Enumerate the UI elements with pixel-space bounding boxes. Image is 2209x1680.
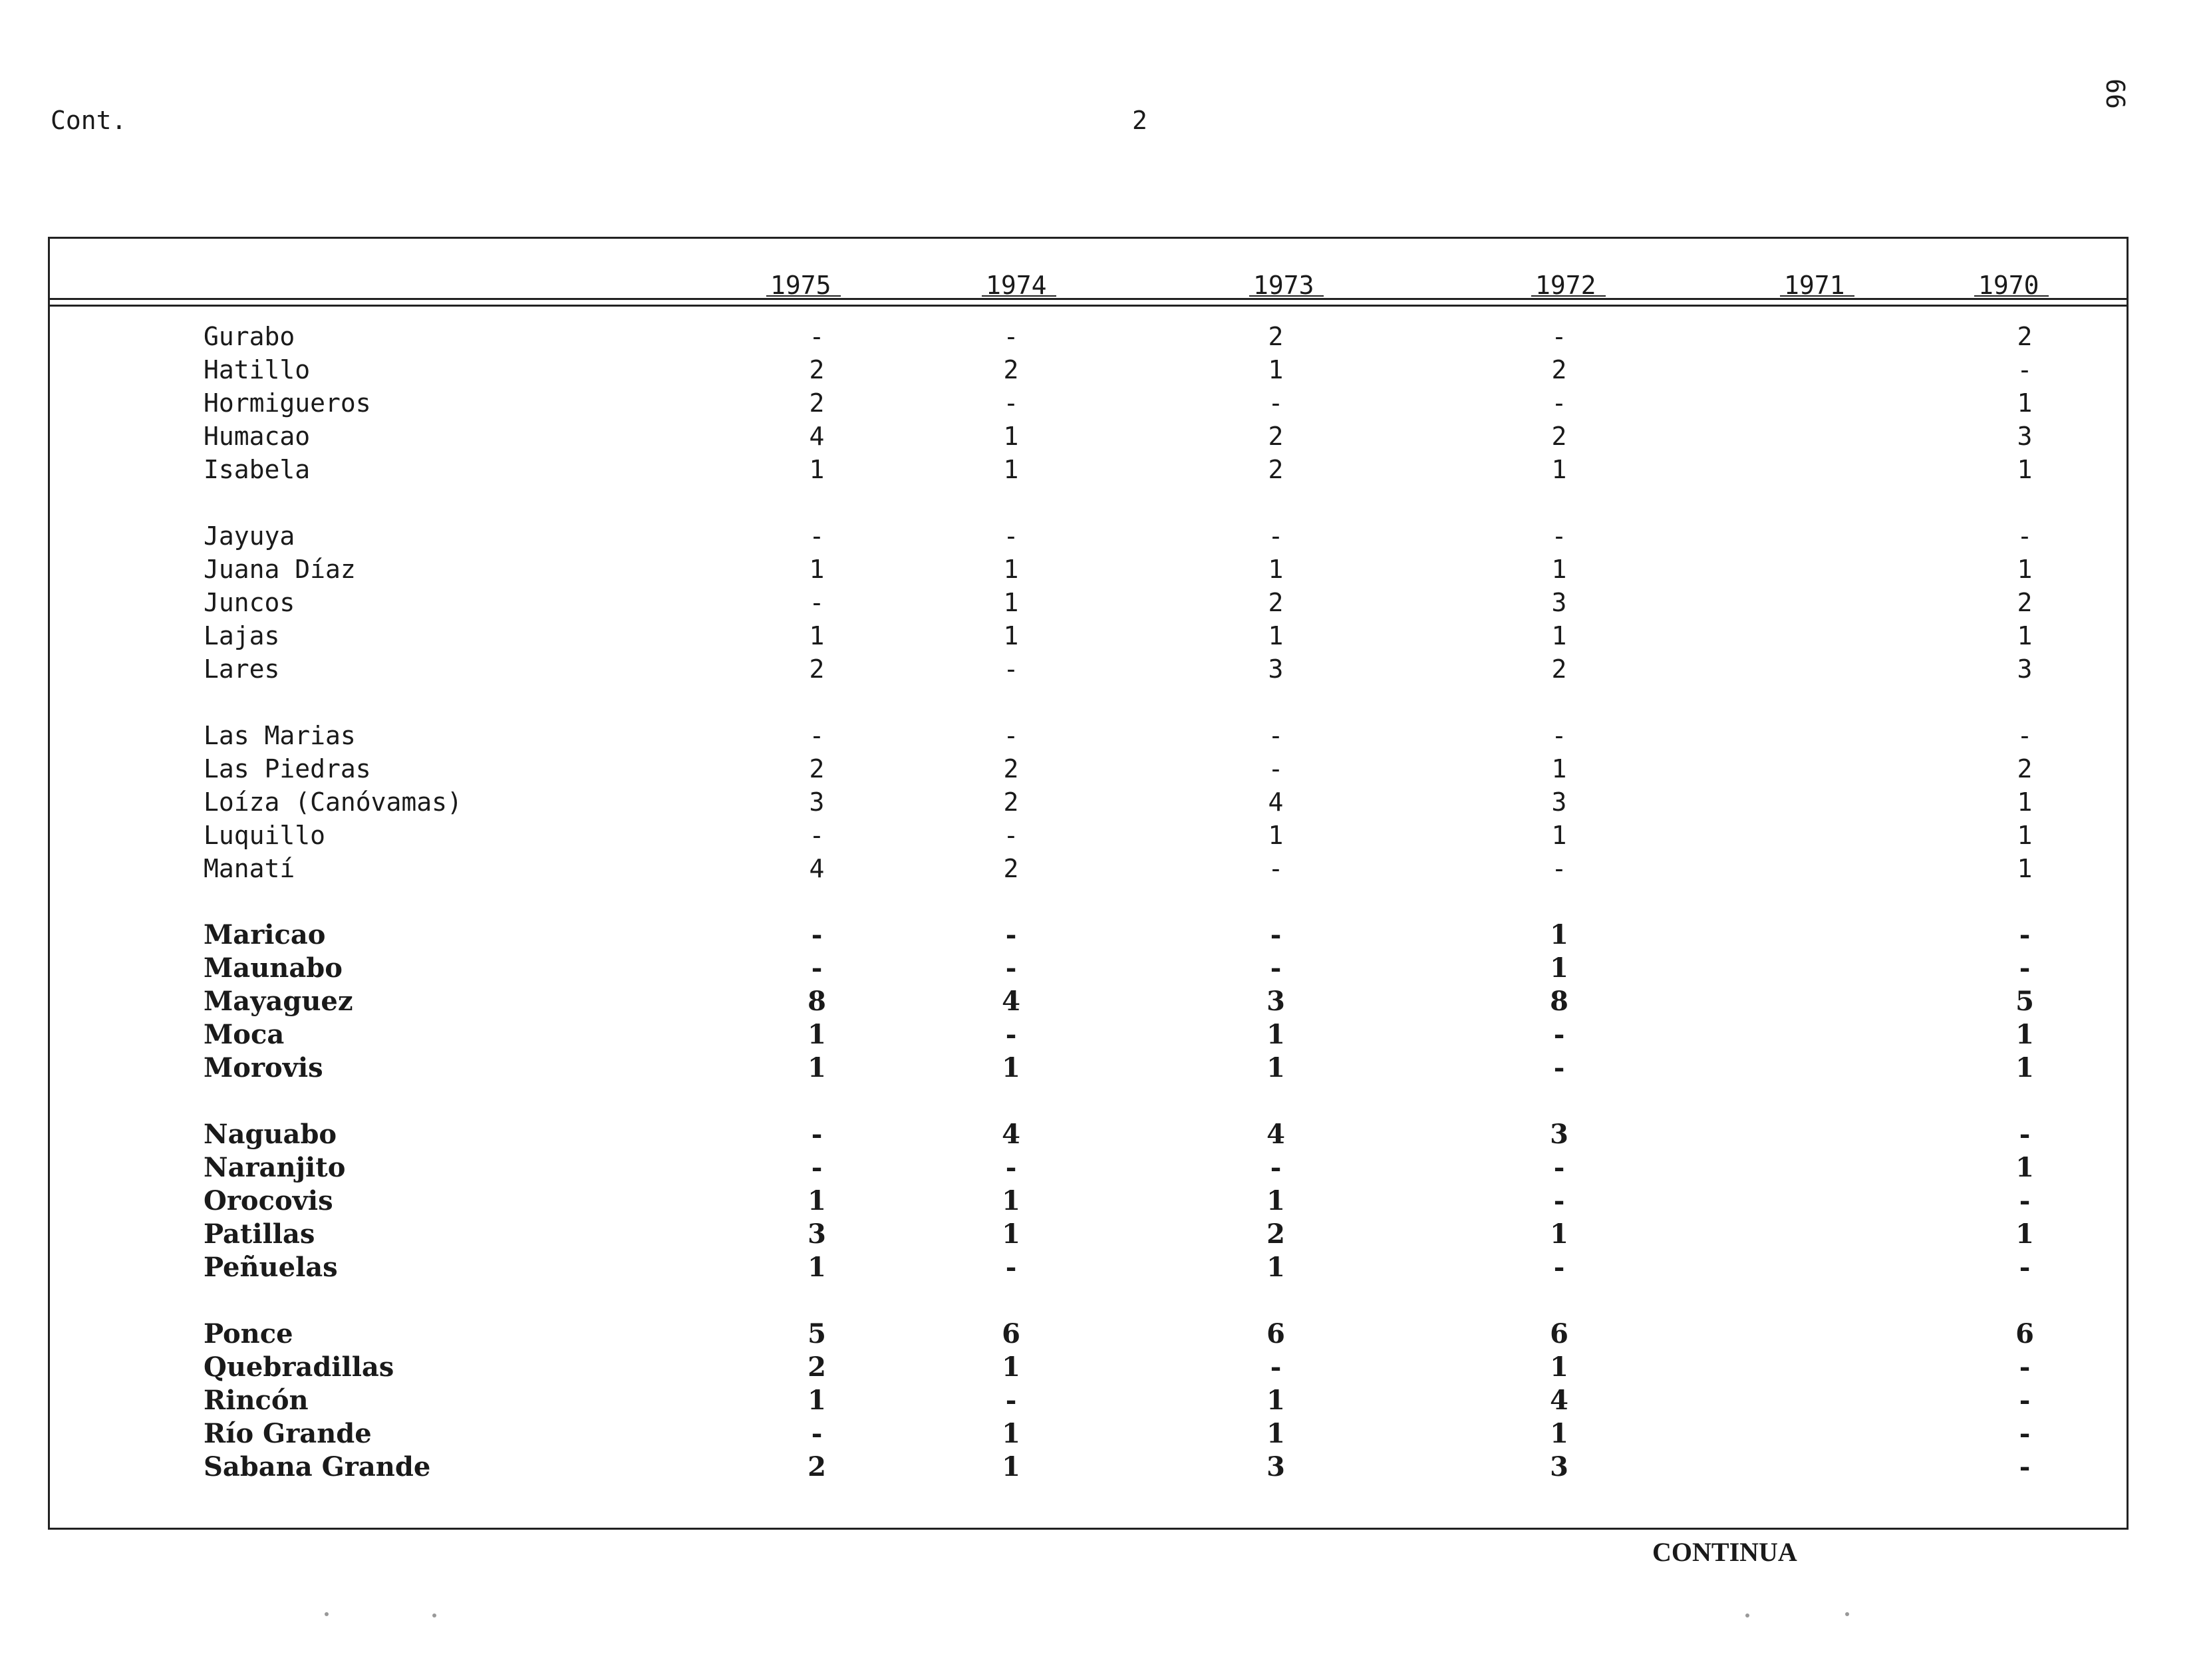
- table-cell: 1: [1550, 1351, 1568, 1383]
- table-cell: 3: [1550, 1119, 1568, 1150]
- table-row: [0, 1051, 2209, 1085]
- table-cell: 3: [1551, 787, 1567, 817]
- table-row: [0, 1018, 2209, 1051]
- table-cell: -: [1268, 854, 1284, 883]
- table-cell: 1: [1550, 1418, 1568, 1449]
- table-cell: 1: [2017, 621, 2033, 650]
- table-cell: 1: [2015, 1052, 2034, 1083]
- municipality-name: Juncos: [204, 588, 295, 617]
- table-cell: 3: [808, 1218, 826, 1250]
- table-row: [0, 819, 2209, 852]
- table-cell: 2: [1551, 654, 1567, 684]
- table-cell: -: [2019, 1451, 2031, 1482]
- table-cell: 1: [808, 1052, 826, 1083]
- municipality-name: Jayuya: [204, 521, 295, 551]
- table-cell: 4: [1002, 1119, 1020, 1150]
- municipality-name: Río Grande: [204, 1418, 372, 1449]
- table-cell: 3: [2017, 422, 2033, 451]
- table-cell: 1: [2017, 787, 2033, 817]
- municipality-name: Moca: [204, 1019, 285, 1050]
- municipality-name: Juana Díaz: [204, 555, 356, 584]
- table-cell: -: [1003, 654, 1019, 684]
- table-cell: 1: [2017, 388, 2033, 418]
- table-cell: -: [1553, 1019, 1565, 1050]
- table-cell: 1: [809, 621, 825, 650]
- table-cell: 1: [2017, 854, 2033, 883]
- table-cell: -: [1553, 1252, 1565, 1283]
- municipality-name: Hormigueros: [204, 388, 371, 418]
- table-row: [0, 719, 2209, 752]
- table-row: [0, 852, 2209, 885]
- table-cell: -: [1003, 388, 1019, 418]
- table-cell: -: [1268, 721, 1284, 750]
- table-cell: -: [2017, 721, 2033, 750]
- municipality-name: Morovis: [204, 1052, 323, 1083]
- table-cell: 1: [1003, 555, 1019, 584]
- table-cell: 1: [1268, 821, 1284, 850]
- table-cell: 1: [1002, 1052, 1020, 1083]
- table-cell: -: [2019, 1119, 2031, 1150]
- table-cell: -: [1551, 521, 1567, 551]
- table-cell: 3: [1551, 588, 1567, 617]
- table-cell: -: [811, 919, 823, 950]
- table-cell: 3: [2017, 654, 2033, 684]
- table-cell: 4: [1266, 1119, 1285, 1150]
- table-cell: 2: [809, 654, 825, 684]
- table-cell: -: [1005, 1019, 1017, 1050]
- table-row: [0, 918, 2209, 952]
- table-cell: 1: [1551, 821, 1567, 850]
- table-cell: 4: [1002, 986, 1020, 1017]
- table-cell: -: [809, 521, 825, 551]
- table-cell: -: [809, 721, 825, 750]
- table-cell: 4: [1550, 1385, 1568, 1416]
- table-cell: -: [1551, 388, 1567, 418]
- municipality-name: Maunabo: [204, 952, 343, 984]
- table-cell: 1: [1002, 1351, 1020, 1383]
- table-cell: 2: [1268, 422, 1284, 451]
- table-cell: 4: [809, 422, 825, 451]
- municipality-name: Hatillo: [204, 355, 311, 384]
- table-cell: 1: [808, 1385, 826, 1416]
- municipality-name: Humacao: [204, 422, 311, 451]
- municipality-name: Luquillo: [204, 821, 326, 850]
- table-row: [0, 353, 2209, 386]
- table-cell: -: [2019, 1185, 2031, 1216]
- table-cell: -: [1553, 1052, 1565, 1083]
- table-cell: 1: [1266, 1252, 1285, 1283]
- table-cell: 1: [1268, 355, 1284, 384]
- table-cell: 1: [2017, 455, 2033, 484]
- table-cell: 1: [808, 1185, 826, 1216]
- table-cell: 3: [1268, 654, 1284, 684]
- table-cell: 6: [2015, 1318, 2034, 1349]
- table-cell: -: [811, 1119, 823, 1150]
- table-cell: 6: [1002, 1318, 1020, 1349]
- table-cell: -: [1005, 1252, 1017, 1283]
- table-row: [0, 785, 2209, 819]
- table-cell: 8: [808, 986, 826, 1017]
- table-cell: 1: [809, 555, 825, 584]
- table-cell: 2: [809, 754, 825, 783]
- table-cell: 2: [1003, 787, 1019, 817]
- municipality-name: Sabana Grande: [204, 1451, 431, 1482]
- table-cell: -: [1270, 919, 1282, 950]
- table-cell: -: [1551, 721, 1567, 750]
- table-cell: 1: [1268, 555, 1284, 584]
- table-cell: 1: [1266, 1418, 1285, 1449]
- table-cell: -: [1005, 952, 1017, 984]
- table-cell: -: [1003, 521, 1019, 551]
- table-cell: -: [1551, 322, 1567, 351]
- table-cell: 1: [2015, 1019, 2034, 1050]
- table-cell: -: [2019, 1351, 2031, 1383]
- table-cell: -: [811, 1418, 823, 1449]
- table-cell: 2: [1268, 322, 1284, 351]
- table-cell: 2: [1003, 754, 1019, 783]
- table-cell: 1: [2017, 555, 2033, 584]
- table-cell: 1: [1550, 919, 1568, 950]
- table-cell: -: [1270, 1152, 1282, 1183]
- table-cell: -: [2017, 521, 2033, 551]
- page-number: 2: [1132, 106, 1147, 135]
- table-cell: 2: [1551, 422, 1567, 451]
- table-cell: 1: [808, 1019, 826, 1050]
- municipality-name: Loíza (Canóvamas): [204, 787, 462, 817]
- table-cell: 2: [809, 355, 825, 384]
- table-cell: 3: [1550, 1451, 1568, 1482]
- table-cell: 6: [1550, 1318, 1568, 1349]
- table-cell: 8: [1550, 986, 1568, 1017]
- table-row: [0, 1118, 2209, 1151]
- table-cell: 1: [1550, 952, 1568, 984]
- municipality-name: Naranjito: [204, 1152, 346, 1183]
- table-cell: -: [1551, 854, 1567, 883]
- table-cell: -: [1005, 1385, 1017, 1416]
- table-cell: 1: [1003, 588, 1019, 617]
- table-cell: -: [811, 1152, 823, 1183]
- paper-speck: [325, 1612, 329, 1616]
- table-row: [0, 586, 2209, 619]
- municipality-name: Las Piedras: [204, 754, 371, 783]
- municipality-name: Patillas: [204, 1218, 315, 1250]
- table-cell: 2: [808, 1351, 826, 1383]
- table-cell: 1: [1266, 1185, 1285, 1216]
- table-cell: 2: [808, 1451, 826, 1482]
- table-row: [0, 952, 2209, 985]
- table-cell: 1: [1002, 1218, 1020, 1250]
- table-row: [0, 386, 2209, 420]
- table-cell: 2: [2017, 322, 2033, 351]
- municipality-name: Gurabo: [204, 322, 295, 351]
- table-cell: 1: [1268, 621, 1284, 650]
- table-cell: 2: [1266, 1218, 1285, 1250]
- table-row: [0, 553, 2209, 586]
- table-cell: -: [1005, 919, 1017, 950]
- table-cell: -: [2019, 1385, 2031, 1416]
- continued-footer-label: CONTINUA: [1652, 1537, 1797, 1567]
- table-cell: 1: [1551, 455, 1567, 484]
- table-cell: -: [1003, 821, 1019, 850]
- table-cell: -: [809, 821, 825, 850]
- municipality-name: Quebradillas: [204, 1351, 394, 1383]
- table-cell: -: [1553, 1185, 1565, 1216]
- table-cell: 2: [1268, 455, 1284, 484]
- table-row: [0, 453, 2209, 486]
- table-cell: -: [1003, 721, 1019, 750]
- table-cell: -: [2017, 355, 2033, 384]
- table-row: [0, 1218, 2209, 1251]
- continuation-label: Cont.: [51, 106, 127, 135]
- table-cell: 2: [2017, 588, 2033, 617]
- table-cell: 4: [1268, 787, 1284, 817]
- table-cell: -: [809, 322, 825, 351]
- table-cell: -: [1268, 521, 1284, 551]
- table-cell: 5: [2015, 986, 2034, 1017]
- table-row: [0, 985, 2209, 1018]
- column-header-year: 1974: [986, 271, 1047, 300]
- table-cell: 3: [1266, 986, 1285, 1017]
- municipality-name: Ponce: [204, 1318, 293, 1349]
- folio-number: 66: [2100, 78, 2130, 109]
- municipality-name: Lares: [204, 654, 280, 684]
- municipality-name: Rincón: [204, 1385, 309, 1416]
- table-row: [0, 519, 2209, 553]
- table-cell: -: [2019, 1418, 2031, 1449]
- table-cell: 1: [1551, 555, 1567, 584]
- table-cell: -: [1005, 1152, 1017, 1183]
- table-row: [0, 1185, 2209, 1218]
- municipality-name: Manatí: [204, 854, 295, 883]
- table-cell: 1: [1003, 422, 1019, 451]
- table-cell: 1: [1266, 1385, 1285, 1416]
- column-header-year: 1973: [1253, 271, 1314, 300]
- table-cell: 2: [1268, 588, 1284, 617]
- table-cell: -: [1268, 754, 1284, 783]
- table-cell: 1: [2015, 1218, 2034, 1250]
- table-row: [0, 1251, 2209, 1284]
- table-cell: 1: [809, 455, 825, 484]
- table-cell: 1: [2015, 1152, 2034, 1183]
- table-cell: 2: [1551, 355, 1567, 384]
- table-cell: -: [1553, 1152, 1565, 1183]
- paper-speck: [1845, 1612, 1849, 1616]
- table-cell: 1: [1550, 1218, 1568, 1250]
- table-cell: -: [809, 588, 825, 617]
- table-row: [0, 1417, 2209, 1451]
- table-cell: 1: [808, 1252, 826, 1283]
- table-cell: 2: [2017, 754, 2033, 783]
- municipality-name: Naguabo: [204, 1119, 337, 1150]
- table-row: [0, 1318, 2209, 1351]
- table-row: [0, 1151, 2209, 1185]
- table-cell: -: [811, 952, 823, 984]
- table-cell: -: [1270, 1351, 1282, 1383]
- table-cell: 1: [1551, 621, 1567, 650]
- municipality-name: Las Marias: [204, 721, 356, 750]
- table-cell: 2: [809, 388, 825, 418]
- table-row: [0, 1351, 2209, 1384]
- table-cell: 4: [809, 854, 825, 883]
- paper-speck: [432, 1613, 436, 1617]
- municipality-name: Mayaguez: [204, 986, 353, 1017]
- table-cell: 5: [808, 1318, 826, 1349]
- table-cell: -: [2019, 1252, 2031, 1283]
- municipality-name: Maricao: [204, 919, 326, 950]
- table-cell: 1: [1002, 1418, 1020, 1449]
- column-header-year: 1970: [1978, 271, 2039, 300]
- table-cell: 1: [1002, 1451, 1020, 1482]
- table-cell: 6: [1266, 1318, 1285, 1349]
- table-cell: -: [2019, 952, 2031, 984]
- table-row: [0, 1451, 2209, 1484]
- table-cell: 1: [1003, 455, 1019, 484]
- paper-speck: [1745, 1613, 1749, 1617]
- table-cell: -: [1268, 388, 1284, 418]
- table-cell: 1: [1266, 1052, 1285, 1083]
- municipality-name: Peñuelas: [204, 1252, 338, 1283]
- municipality-name: Orocovis: [204, 1185, 333, 1216]
- table-cell: -: [2019, 919, 2031, 950]
- table-row: [0, 619, 2209, 652]
- table-row: [0, 320, 2209, 353]
- table-cell: 1: [2017, 821, 2033, 850]
- column-header-year: 1972: [1535, 271, 1596, 300]
- table-row: [0, 420, 2209, 453]
- table-row: [0, 752, 2209, 785]
- table-cell: 2: [1003, 854, 1019, 883]
- table-row: [0, 652, 2209, 686]
- municipality-name: Isabela: [204, 455, 311, 484]
- table-cell: -: [1270, 952, 1282, 984]
- table-cell: 3: [1266, 1451, 1285, 1482]
- table-cell: 1: [1003, 621, 1019, 650]
- table-cell: -: [1003, 322, 1019, 351]
- table-cell: 1: [1551, 754, 1567, 783]
- table-row: [0, 1384, 2209, 1417]
- table-cell: 1: [1002, 1185, 1020, 1216]
- table-cell: 3: [809, 787, 825, 817]
- column-header-year: 1971: [1784, 271, 1845, 300]
- table-cell: 1: [1266, 1019, 1285, 1050]
- column-header-year: 1975: [770, 271, 831, 300]
- municipality-name: Lajas: [204, 621, 280, 650]
- table-cell: 2: [1003, 355, 1019, 384]
